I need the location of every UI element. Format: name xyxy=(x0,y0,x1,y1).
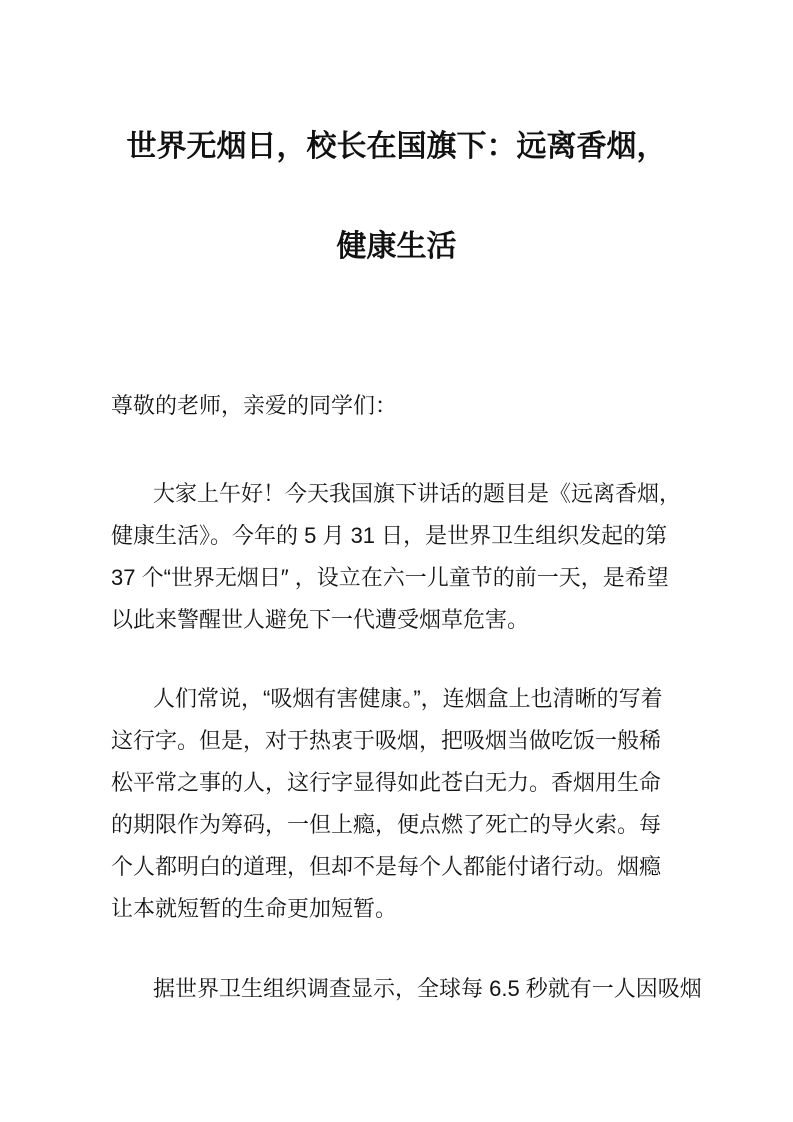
text-line: 据世界卫生组织调查显示，全球每 6.5 秒就有一人因吸烟 xyxy=(153,976,702,1001)
text-line: 个人都明白的道理，但却不是每个人都能付诸行动。烟瘾 xyxy=(111,854,662,879)
text-line: 尊敬的老师，亲爱的同学们： xyxy=(111,393,398,418)
text-line: 这行字。但是，对于热衷于吸烟，把吸烟当做吃饭一般稀 xyxy=(111,728,662,753)
paragraph-smoking-harm xyxy=(111,678,693,930)
document-title-line-2: 健康生活 xyxy=(336,230,457,263)
text-line: 大家上午好！今天我国旗下讲话的题目是《远离香烟， xyxy=(153,481,682,506)
document-title xyxy=(0,97,793,297)
text-line: 37 个“世界无烟日″ ，设立在六一儿童节的前一天，是希望 xyxy=(111,565,669,590)
text-line: 松平常之事的人，这行字显得如此苍白无力。香烟用生命 xyxy=(111,770,662,795)
text-line: 以此来警醒世人避免下一代遭受烟草危害。 xyxy=(111,607,530,632)
paragraph-salutation xyxy=(111,385,693,427)
text-line: 健康生活》。今年的 5 月 31 日，是世界卫生组织发起的第 xyxy=(111,523,668,548)
document-title-line-1: 世界无烟日，校长在国旗下：远离香烟， xyxy=(126,130,667,163)
paragraph-intro xyxy=(111,473,693,641)
text-line: 的期限作为筹码，一但上瘾，便点燃了死亡的导火索。每 xyxy=(111,812,662,837)
text-line: 让本就短暂的生命更加短暂。 xyxy=(111,896,398,921)
paragraph-who-statistics xyxy=(111,968,702,1010)
document-body xyxy=(0,297,793,1010)
text-line: 人们常说，“吸烟有害健康。”，连烟盒上也清晰的写着 xyxy=(153,686,663,711)
